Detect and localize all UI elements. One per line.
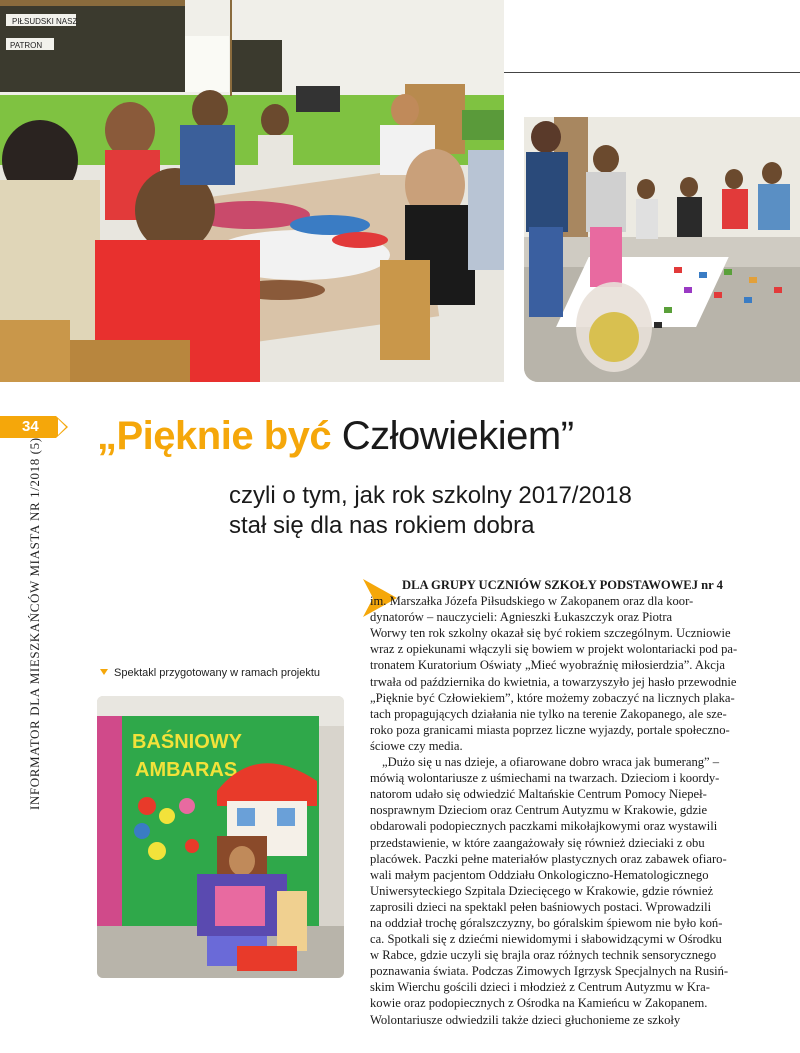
article-line: im. Marszałka Józefa Piłsudskiego w Zakopanem oraz dla koor- [370,594,694,609]
stage-sign-line-2: AMBARAS [135,759,238,781]
article-line: poznawania świata. Podczas Zimowych Igrzysk Specjalnych na Rusiń- [370,964,729,979]
photo-classroom-workshop [0,0,504,382]
caption-arrow-icon [100,669,108,675]
article-line: nosprawnym Dzieciom oraz Centrum Autyzmu w Krakowie, gdzie [370,803,708,818]
article-line: Worwy ten rok szkolny okazał się być rokiem szczególnym. Uczniowie [370,626,731,641]
photo-caption [100,667,320,679]
article-line: w Rabce, gdzie uczyli się brajla oraz różnych technik sensorycznego [370,948,717,963]
article-line: natorom udało się odwiedzić Maltańskie Centrum Pomocy Niepeł- [370,787,707,802]
article-line: przedstawienie, w które zaangażowały się również dzieciaki z obu [370,835,705,850]
article-paragraph-1 [370,577,752,593]
caption-text: Spektakl przygotowany w ramach projektu [114,667,321,679]
article-line: Wolontariusze odwiedzili także dzieci głuchonieme ze szkoły [370,1012,681,1027]
article-line: skim Wierchu gościli dzieci i młodzież z Centrum Autyzmu w Kra- [370,980,710,995]
article-body [370,577,752,1028]
article-line: ściowe czy media. [370,738,463,753]
article-line: zaprosili dzieci na spektakl pełen baśniowych postaci. Wprowadzili [370,899,712,914]
article-line: Uniwersyteckiego Szpitala Dziecięcego w Krakowie, gdzie również [370,883,714,898]
article-line: wraz z opiekunami włączyli się bowiem w projekt wolontariacki pod pa- [370,642,738,657]
board-text-2: PATRON [10,41,43,50]
subtitle-line-2: stał się dla nas rokiem dobra [229,512,535,539]
top-rule [504,72,800,73]
article-line: dynatorów – nauczycieli: Agnieszki Łukaszczyk oraz Piotra [370,610,673,625]
headline-rest: Człowiekiem” [331,414,574,458]
article-line: kowie oraz podopiecznych z Ośrodka na Kamieńcu w Zakopanem. [370,996,708,1011]
article-line: obdarowali podopiecznych paczkami mikołajkowymi oraz wystawili [370,819,718,834]
subtitle-line-1: czyli o tym, jak rok szkolny 2017/2018 [229,482,632,509]
board-text-1: PIŁSUDSKI NASZ [12,17,78,26]
article-paragraph-1-lines [370,593,752,754]
headline-quote-open: „ [97,414,117,458]
article-line: tronatem Kuratorium Oświaty „Mieć wyobraźnię miłosierdzia”. Akcja [370,658,725,673]
page-tab-arrow [58,419,66,435]
article-line: tach propagujących działania nie tylko na terenie Zakopanego, ale sze- [370,706,727,721]
article-paragraph-2-lines [370,754,752,1028]
article-lead: DLA GRUPY UCZNIÓW SZKOŁY PODSTAWOWEJ nr 4 [402,578,723,592]
article-line: placówek. Paczki pełne materiałów plastycznych oraz zabawek ofiaro- [370,851,727,866]
article-line: wali małym pacjentom Oddziału Onkologiczno-Hematologicznego [370,867,709,882]
photo-floor-cards [524,117,800,382]
article-line: trwała od października do kwietnia, a towarzyszyło jej hasło przewodnie [370,674,737,689]
photo-stage-performance [97,696,344,978]
article-line: roko poza granicami miasta poprzez liczne wyjazdy, portale społeczno- [370,722,730,737]
subtitle [229,481,749,541]
page-number: 34 [22,418,39,435]
stage-sign-line-1: BAŚNIOWY [132,731,242,753]
article-line: „Dużo się u nas dzieje, a ofiarowane dobro wraca jak bumerang” – [382,755,720,770]
article-line: ca. Spotkali się z dziećmi niewidomymi i słabowidzącymi w Ośrodku [370,932,722,947]
side-header: INFORMATOR DLA MIESZKAŃCÓW MIASTA NR 1/2018 (5) [27,437,42,810]
article-line: „Pięknie być Człowiekiem”, które możemy zobaczyć na licznych plaka- [370,690,735,705]
headline-accent: Pięknie być [116,414,332,458]
article-line: na oddział trochę góralszczyzny, bo góralskim śpiewom nie było koń- [370,915,723,930]
headline [97,414,574,459]
article-line: mówią wolontariusze z uśmiechami na twarzach. Dzieciom i koordy- [370,771,720,786]
